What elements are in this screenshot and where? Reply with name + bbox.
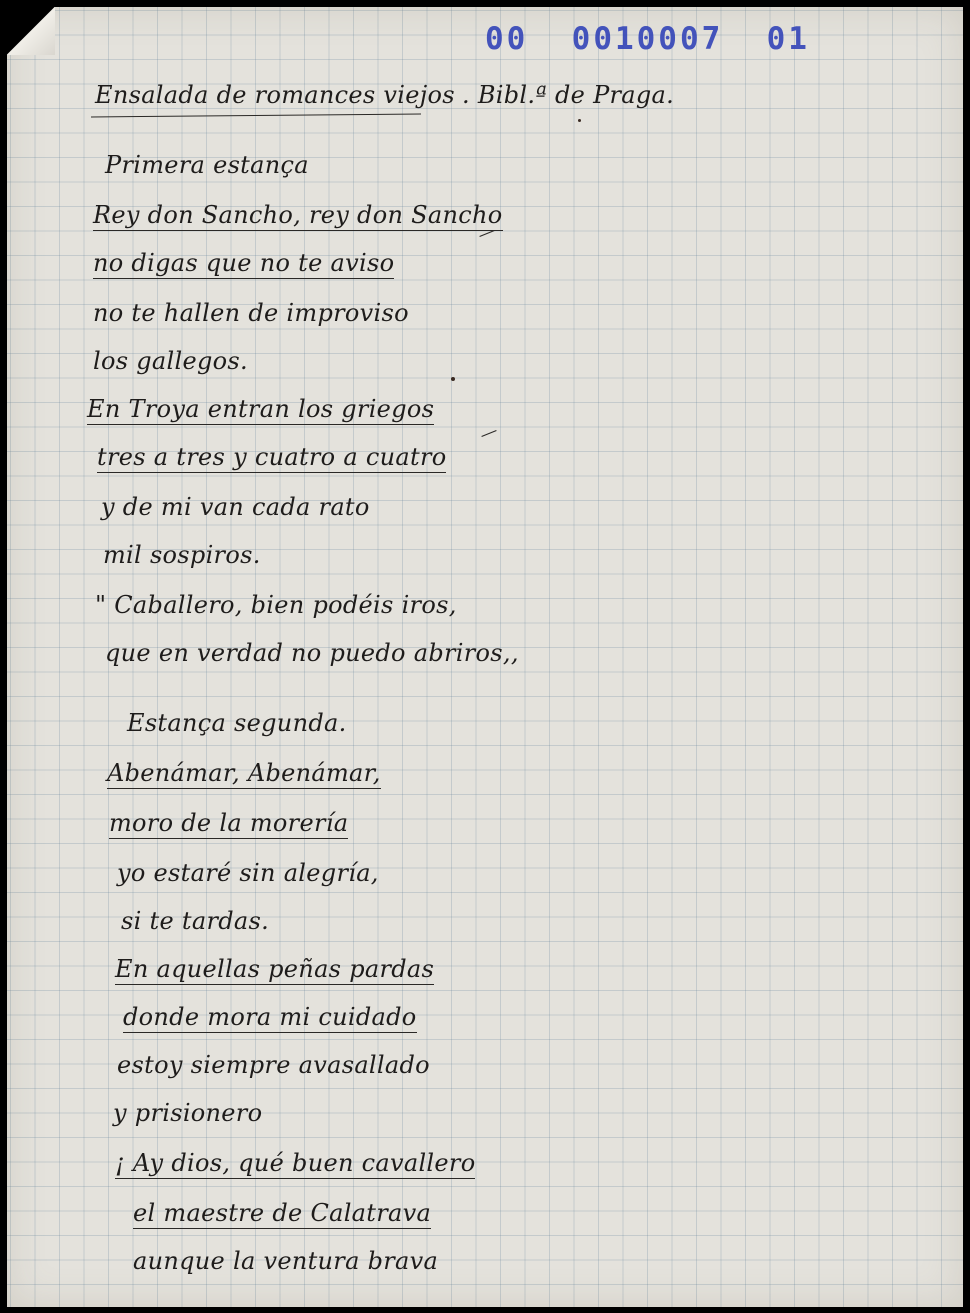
stanza-2-line	[115, 955, 434, 983]
stanza-1-line: y de mi van cada rato	[101, 493, 370, 521]
line-text: En Troya entran los griegos	[87, 395, 435, 423]
stanza-1-line: mil sospiros.	[103, 541, 261, 569]
line-text: moro de la morería	[109, 809, 349, 837]
page-title: Ensalada de romances viejos	[95, 81, 455, 109]
stanza-2-line: aunque la ventura brava	[133, 1247, 439, 1275]
stanza-2-line: y prisionero	[113, 1099, 263, 1127]
title-underline	[91, 114, 421, 118]
folded-corner	[7, 7, 55, 55]
stanza-2-line	[133, 1199, 431, 1227]
stanza-1-line: los gallegos.	[93, 347, 248, 375]
stanza-2-line: yo estaré sin alegría,	[117, 859, 379, 887]
stanza-2-line	[123, 1003, 417, 1031]
line-text: donde mora mi cuidado	[123, 1003, 417, 1031]
stanza-2-line: estoy siempre avasallado	[117, 1051, 430, 1079]
stanza-1-line: que en verdad no puedo abriros,,	[105, 639, 519, 667]
margin-tick-mark	[481, 430, 496, 437]
stanza-2-line	[109, 809, 348, 837]
line-text: Abenámar, Abenámar,	[107, 759, 381, 787]
stanza-1-line	[87, 395, 434, 423]
line-text: tres a tres y cuatro a cuatro	[97, 443, 447, 471]
stanza-2-line	[107, 759, 381, 787]
line-text: ¡ Ay dios, qué buen cavallero	[115, 1149, 476, 1177]
stanza-1-line	[93, 201, 503, 229]
line-text: Rey don Sancho, rey don Sancho	[93, 201, 503, 229]
line-text: En aquellas peñas pardas	[115, 955, 435, 983]
stanza-1-line	[97, 443, 446, 471]
stanza-1-line: no te hallen de improviso	[93, 299, 409, 327]
stanza-1-line	[93, 249, 394, 277]
line-text: no digas que no te aviso	[93, 249, 395, 277]
manuscript-page	[7, 7, 963, 1307]
stanza-2-line	[115, 1149, 475, 1177]
stanza-1-line: " Caballero, bien podéis iros,	[95, 591, 457, 619]
margin-tick-mark	[479, 230, 494, 237]
stanza-2-heading: Estança segunda.	[127, 709, 347, 737]
stanza-1-heading: Primera estança	[105, 151, 309, 179]
ink-dot	[578, 119, 581, 122]
line-text: el maestre de Calatrava	[133, 1199, 432, 1227]
source-note: . Bibl.ª de Praga.	[462, 81, 675, 109]
stanza-2-line: si te tardas.	[121, 907, 270, 935]
archive-stamp-number: 00 0010007 01	[485, 21, 810, 57]
ink-dot	[451, 377, 455, 381]
